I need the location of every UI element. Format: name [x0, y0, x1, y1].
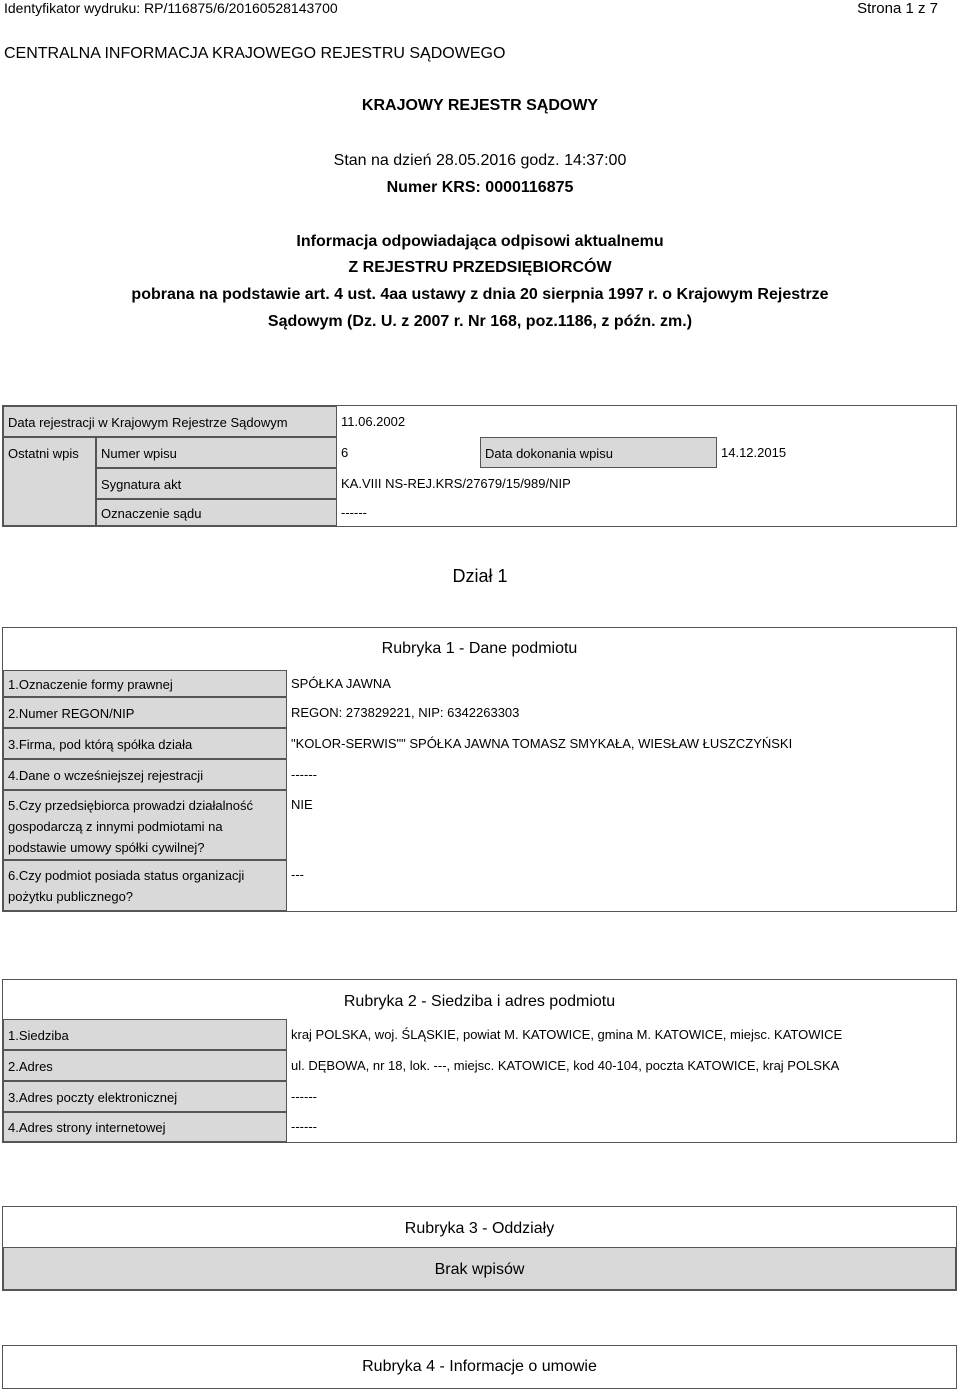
signature-label: Sygnatura akt: [96, 468, 337, 499]
section-title: Dział 1: [452, 566, 508, 586]
org-title: CENTRALNA INFORMACJA KRAJOWEGO REJESTRU SĄDOWEGO: [4, 45, 506, 62]
r2-label-1: 1.Siedziba: [3, 1019, 287, 1050]
r1-value-1: SPÓŁKA JAWNA: [287, 670, 956, 697]
rubryka-4: [2, 1345, 957, 1389]
entry-number-value: 6: [337, 437, 480, 468]
r2-value-4: ------: [287, 1112, 956, 1142]
rubryka-3-empty: Brak wpisów: [3, 1247, 956, 1290]
rubryka-1: [2, 627, 957, 912]
r1-value-5: NIE: [287, 790, 956, 860]
entry-number-label: Numer wpisu: [96, 437, 337, 468]
registration-table: [2, 405, 957, 527]
entry-date-label: Data dokonania wpisu: [480, 437, 717, 468]
last-entry-label: Ostatni wpis: [3, 437, 96, 526]
register-title: KRAJOWY REJESTR SĄDOWY: [361, 97, 599, 114]
info-line-1: Informacja odpowiadająca odpisowi aktualnemu: [296, 233, 664, 250]
info-line-4: Sądowym (Dz. U. z 2007 r. Nr 168, poz.1186, z późn. zm.): [267, 313, 693, 330]
r1-value-6: ---: [287, 860, 956, 911]
state-date: Stan na dzień 28.05.2016 godz. 14:37:00: [333, 152, 627, 169]
r1-label-5: 5.Czy przedsiębiorca prowadzi działalność gospodarczą z innymi podmiotami na podstawie umowy spółki cywilnej?: [3, 790, 287, 860]
r1-value-4: ------: [287, 759, 956, 790]
print-identifier: Identyfikator wydruku: RP/116875/6/20160528143700: [4, 0, 338, 16]
rubryka-2: [2, 979, 957, 1143]
krs-number: Numer KRS: 0000116875: [386, 179, 574, 196]
r1-label-6: 6.Czy podmiot posiada status organizacji pożytku publicznego?: [3, 860, 287, 911]
info-line-2: Z REJESTRU PRZEDSIĘBIORCÓW: [348, 259, 612, 276]
r2-value-3: ------: [287, 1081, 956, 1112]
r2-label-3: 3.Adres poczty elektronicznej: [3, 1081, 287, 1112]
r1-label-3: 3.Firma, pod którą spółka działa: [3, 728, 287, 759]
r2-label-2: 2.Adres: [3, 1050, 287, 1081]
rubryka-3-title: Rubryka 3 - Oddziały: [404, 1220, 555, 1237]
entry-date-value: 14.12.2015: [717, 437, 956, 468]
r2-value-2: ul. DĘBOWA, nr 18, lok. ---, miejsc. KATOWICE, kod 40-104, poczta KATOWICE, kraj POLSKA: [287, 1050, 956, 1081]
r1-value-3: "KOLOR-SERWIS"" SPÓŁKA JAWNA TOMASZ SMYKAŁA, WIESŁAW ŁUSZCZYŃSKI: [287, 728, 956, 759]
rubryka-3: [2, 1206, 957, 1291]
court-value: ------: [337, 499, 956, 526]
rubryka-4-title: Rubryka 4 - Informacje o umowie: [362, 1358, 597, 1375]
page-number: Strona 1 z 7: [857, 0, 938, 17]
r1-label-1: 1.Oznaczenie formy prawnej: [3, 670, 287, 697]
info-line-3: pobrana na podstawie art. 4 ust. 4aa ustawy z dnia 20 sierpnia 1997 r. o Krajowym Rejestrze: [131, 286, 829, 303]
signature-value: KA.VIII NS-REJ.KRS/27679/15/989/NIP: [337, 468, 956, 499]
r1-label-2: 2.Numer REGON/NIP: [3, 697, 287, 728]
reg-date-value: 11.06.2002: [337, 406, 956, 437]
r1-value-2: REGON: 273829221, NIP: 6342263303: [287, 697, 956, 728]
court-label: Oznaczenie sądu: [96, 499, 337, 526]
rubryka-1-title: Rubryka 1 - Dane podmiotu: [381, 640, 578, 657]
r2-value-1: kraj POLSKA, woj. ŚLĄSKIE, powiat M. KATOWICE, gmina M. KATOWICE, miejsc. KATOWICE: [287, 1019, 956, 1050]
r2-label-4: 4.Adres strony internetowej: [3, 1112, 287, 1142]
r1-label-4: 4.Dane o wcześniejszej rejestracji: [3, 759, 287, 790]
rubryka-2-title: Rubryka 2 - Siedziba i adres podmiotu: [343, 993, 616, 1010]
reg-date-label: Data rejestracji w Krajowym Rejestrze Sądowym: [3, 406, 337, 437]
